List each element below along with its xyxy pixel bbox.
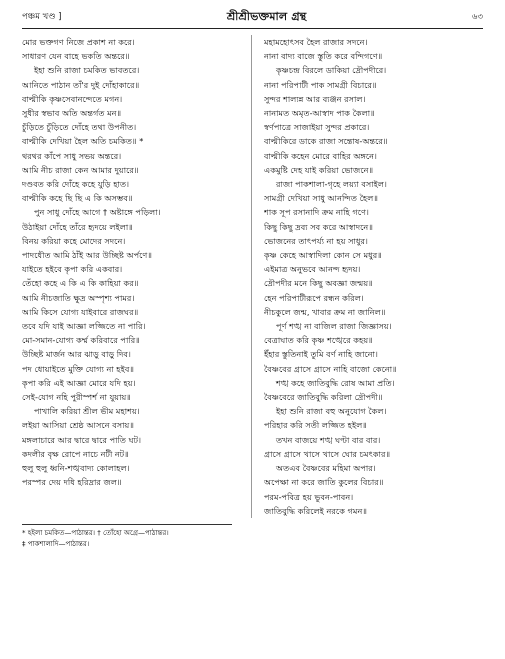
verse-line: মোর ভক্তগণ নিজে প্রকাশ না করে।	[22, 37, 135, 47]
verse-line: তবে যদি যাই আজ্ঞা লজ্জিতে না পারি।	[22, 321, 146, 332]
verse-line: তেঁহো কহে এ কি এ কি কাহিয়া কর॥	[22, 278, 139, 289]
verse-line: আমি কিসে যোগ্য যাইবারে রাজঘর॥	[22, 306, 139, 317]
verse-line: শঙ্খ কহে জাতিবুদ্ধি রোষ আমা প্রতি।	[276, 377, 395, 388]
verse-line: কদলীর বৃক্ষ রোপে নাচে নটী নট॥	[22, 448, 129, 459]
verse-line: কৃষ্ণ কেহে আস্বাদিলা কোন সে মধুর॥	[264, 250, 382, 261]
verse-line: হুলু হুলু ধ্বনি-শঙ্খবাদ্য কোলাহল।	[22, 463, 130, 474]
verse-line: চুঁড়িতে চুঁড়িতে দোঁহে তথা উপনীত।	[22, 122, 137, 133]
verse-line: মহামহোৎসব হৈল রাজার সদনে।	[264, 37, 368, 47]
verse-line: ইহা শুনি রাজা বহু অনুযোগ কৈল।	[276, 406, 387, 417]
verse-line: উঠাইয়া দোঁহে তাঁরে হৃদয়ে লইলা॥	[22, 221, 133, 232]
footnote-line: * হইলা চমকিত—পাঠান্তর। † তোঁহো অগ্রে—পাঠান্তর।	[22, 528, 169, 537]
verse-line: বাল্মীকি কহেন মোরে বাহির অঙ্গনে।	[264, 150, 377, 161]
verse-line: মো-সমান-যোগ্য কর্ম্ম করিবারে পারি॥	[22, 335, 140, 346]
verse-line: অতএব বৈষ্ণবের মহিমা অপার।	[276, 463, 376, 474]
book-title: শ্রীশ্রীভক্তমাল গ্রন্থ	[226, 9, 307, 23]
verse-line: স্বর্ণপাত্রে সাজাইয়া সুন্দর প্রকারে।	[264, 122, 370, 133]
verse-line: কৃষ্ণচন্দ্র বিরলে ডাকিয়া দ্রৌপদীরে।	[276, 65, 387, 76]
footnote-line: ‡ পাকশালাদি—পাঠান্তর।	[22, 539, 90, 548]
verse-line: পাখালি করিয়া শ্রীল ভীম মহাশয়।	[34, 406, 140, 417]
verse-line: দণ্ডবত করি দোঁহে কহে যুড়ি হাত।	[22, 179, 130, 190]
verse-line: বাল্মীকি দেখিয়া হৈল অতি চমকিত॥ *	[22, 136, 144, 147]
verse-line: সাধারণ যেন বাহে ভকতি অন্তরে॥	[22, 51, 130, 62]
verse-line: সেই-যোগ নহি পুরীস্পর্শ না যুয়ায়॥	[22, 392, 131, 403]
verse-line: কৃপা করি এই আজ্ঞা মোরে যদি হয়।	[22, 377, 136, 388]
verse-line: সুন্দর শাল্যন্ন আর ব্যঞ্জন রসাল।	[264, 93, 366, 104]
verse-line: পরম-পবিত্র হয় ভুবন-পাবন।	[264, 491, 354, 502]
verse-line: পরস্পর দেয় দধি হরিদ্রার জল॥	[22, 477, 122, 488]
footnote-rule	[22, 524, 232, 525]
right-column	[252, 35, 483, 518]
verse-line: পরিহার করি সতী লজ্জিত হইল॥	[264, 420, 367, 431]
verse-line: থরথর কাঁপে সাধু সভয় অন্তরে।	[22, 150, 122, 161]
verse-line: শাক সূপ রসানাদি ক্রম নাহি গণে।	[264, 207, 369, 218]
verse-line: নানামত অমৃত-আস্বাদ পাক কৈলা॥	[264, 108, 375, 119]
verse-line: বাল্মীকি কহে ছি ছি এ কি অসম্ভব॥	[22, 193, 133, 204]
verse-line: বিনয় করিয়া কহে মোদের সদনে।	[22, 235, 126, 246]
verse-line: পুন সাধু দোঁহে আগে † অষ্টাঙ্গে পড়িলা।	[34, 207, 161, 218]
verse-line: গ্রাসে গ্রাসে খাসে খাসে ঘোর চমৎকার॥	[264, 448, 391, 459]
verse-line: সুধীর স্বভাব অতি অন্তর্গত মন॥	[22, 108, 122, 119]
section-label: পঞ্চম খণ্ড ]	[22, 12, 62, 22]
verse-line: বাল্মীকিরে ডাকে রাজা সন্তোষ-অন্তরে॥	[264, 136, 388, 147]
verse-line: যাইতে হইবে কৃপা করি একবার।	[22, 264, 123, 275]
verse-line: তখন বাজয়ে শঙ্খ ঘণ্টা বার বার।	[276, 434, 381, 445]
verse-line: দ্রৌপদীর মনে কিছু অবজ্ঞা জন্ময়॥	[264, 278, 373, 289]
verse-line: পদ ধোয়াইতে মুক্তি যোগ্য না হইব॥	[22, 363, 135, 374]
verse-line: নীচকুলে জন্ম, খাবার ক্রম না জানিল॥	[264, 306, 386, 317]
verse-line: নানা বাদ্য বাজে স্তুতি করে বন্দিগণে॥	[264, 51, 383, 62]
verse-line: বৈষ্ণবেরে জাতিবুদ্ধি করিলা দ্রৌপদী॥	[264, 392, 383, 403]
verse-line: বৈষ্ণবের গ্রাসে গ্রাসে নাহি বাজো কেনো॥	[264, 363, 397, 374]
verse-line: এইমাত্র অনুভবে আনন্দ হৃদয়।	[264, 264, 361, 275]
verse-line: একমুষ্টি দেহ যাই করিয়া ভোজনে॥	[264, 164, 374, 175]
verse-line: ইহা শুনি রাজা চমকিত ভাবতরে।	[34, 65, 140, 76]
verse-line: বেত্রাঘাত করি কৃষ্ণ শঙ্খেরে কহয়॥	[264, 335, 373, 346]
verse-line: লইয়া আসিয়া শ্রেষ্ঠ আসনে বসায়॥	[22, 420, 135, 431]
verse-line: আনিতে পাঠান তাঁ'র দুই দোঁহাকারে॥	[22, 79, 140, 90]
verse-line: অপেক্ষা না করে জাতি কুলের বিচার॥	[264, 477, 384, 488]
verse-line: মঙ্গলাচারে আর দ্বারে দ্বারে পাতি ঘট।	[22, 434, 142, 445]
header-rule	[22, 28, 483, 29]
verse-line: নানা পরিপাটী পাক সামগ্রী বিচারে॥	[264, 79, 377, 90]
verse-line: পূর্ণ শঙ্খ না বাজিল রাজা জিজ্ঞাসয়।	[276, 321, 392, 332]
verse-line: আমি নীচ রাজা কেন আমার দুয়ারে॥	[22, 164, 139, 175]
footnotes	[22, 528, 483, 550]
verse-line: হেন পরিপাটীরূপে রন্ধন করিল।	[264, 292, 364, 303]
verse-line: ইঁহার স্তুতিনাই তুমি বর্ণ নাহি জানো।	[264, 349, 378, 360]
verse-line: উচ্ছিষ্ট মার্জন আর ঝাড়ু বাড়ু দিব।	[22, 349, 131, 360]
page-number: ৬৩	[471, 12, 483, 22]
verse-line: সামগ্রী দেখিয়া সাধু আনন্দিত হৈল॥	[264, 193, 378, 204]
verse-line: পাদধৌত আমি ঠাঁই আর উচ্ছিষ্ট অর্পণে॥	[22, 250, 153, 261]
verse-columns	[22, 35, 483, 518]
verse-line: জাতিবুদ্ধি করিলেই নরকে গমন॥	[264, 505, 367, 516]
page-header	[22, 8, 483, 26]
verse-line: আমি নীচজাতি ক্ষুদ্র অস্পৃশ্য পামর।	[22, 292, 135, 303]
verse-line: বাল্মীকি কৃষ্ণসেবানন্দেতে মগন।	[22, 93, 123, 104]
left-column	[22, 35, 252, 518]
verse-line: কিছু কিছু দ্রব্য সব করে আস্বাদনে॥	[264, 221, 373, 232]
verse-line: রাজা পাকশালা-গৃহে লয়্যা বসাইল।	[276, 179, 387, 190]
verse-line: ভোজনের তাৎপর্য্য না হয় সাধুর।	[264, 235, 368, 246]
